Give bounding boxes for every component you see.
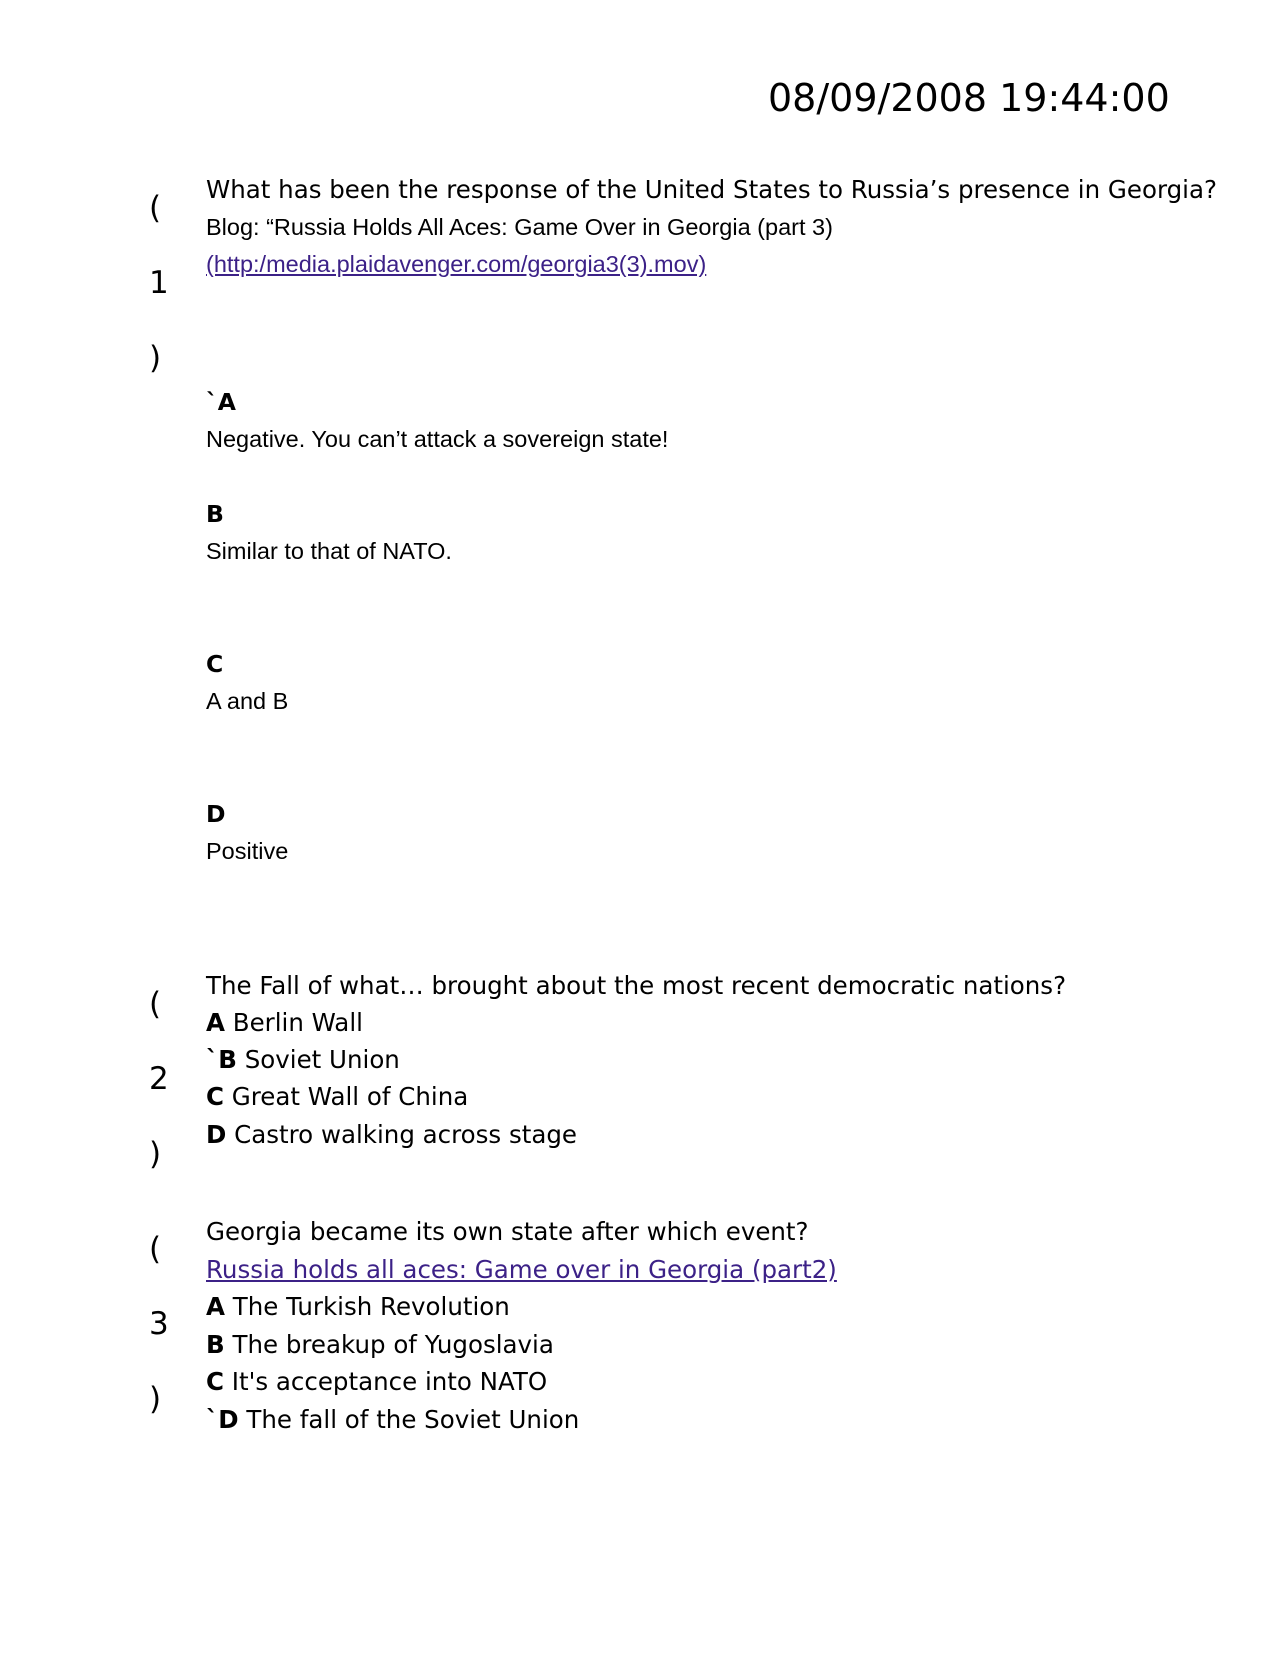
question-2-option-c-text: Great Wall of China	[231, 1082, 469, 1111]
question-1-option-b-letter: B	[206, 500, 224, 528]
question-2-number: 2	[149, 1061, 169, 1097]
question-1-option-a-letter: `A	[206, 388, 236, 416]
question-3-option-a-text: The Turkish Revolution	[232, 1292, 510, 1321]
question-2-prompt: The Fall of what… brought about the most recent democratic nations?	[206, 971, 1067, 1000]
question-1-source: Blog: “Russia Holds All Aces: Game Over in Georgia (part 3)	[206, 214, 833, 240]
question-3-option-c-letter: C	[206, 1367, 224, 1396]
question-1-option-d-text: Positive	[206, 838, 289, 864]
question-3-option-a-letter: A	[206, 1292, 225, 1321]
question-2-paren-open: (	[149, 986, 162, 1022]
question-3-option-b-letter: B	[206, 1330, 225, 1359]
question-3-option-c-text: It's acceptance into NATO	[231, 1367, 548, 1396]
question-3-option-d-text: The fall of the Soviet Union	[246, 1405, 580, 1434]
question-1-paren-close: )	[149, 340, 162, 376]
document-timestamp: 08/09/2008 19:44:00	[768, 76, 1170, 120]
question-3-prompt: Georgia became its own state after which event?	[206, 1217, 809, 1246]
question-3-option-a	[206, 1288, 510, 1325]
question-2-option-d-letter: D	[206, 1120, 227, 1149]
question-2-option-d-text: Castro walking across stage	[234, 1120, 577, 1149]
question-1-option-b-text: Similar to that of NATO.	[206, 538, 452, 564]
question-2-option-d	[206, 1116, 577, 1153]
question-2-option-c	[206, 1078, 468, 1115]
question-3-option-d	[206, 1401, 579, 1438]
question-3-number: 3	[149, 1306, 169, 1342]
question-2-paren-close: )	[149, 1136, 162, 1172]
question-1-option-c-text: A and B	[206, 688, 289, 714]
question-2-option-b-letter: `B	[206, 1045, 237, 1074]
question-2-option-b-text: Soviet Union	[244, 1045, 400, 1074]
question-3-video-link[interactable]: Russia holds all aces: Game over in Georgia (part2)	[206, 1255, 837, 1284]
question-1-video-link[interactable]: (http:/media.plaidavenger.com/georgia3(3).mov)	[206, 251, 707, 277]
question-1-option-c-letter: C	[206, 650, 224, 678]
question-3-option-b-text: The breakup of Yugoslavia	[232, 1330, 554, 1359]
question-1-prompt: What has been the response of the United States to Russia’s presence in Georgia?	[206, 175, 1217, 204]
question-1-option-d-letter: D	[206, 800, 226, 828]
question-3-paren-open: (	[149, 1231, 162, 1267]
question-3-option-b	[206, 1326, 554, 1363]
question-2-option-b	[206, 1041, 400, 1078]
question-2-option-a-text: Berlin Wall	[232, 1008, 363, 1037]
question-2-option-a	[206, 1004, 363, 1041]
question-3-paren-close: )	[149, 1381, 162, 1417]
question-2-option-c-letter: C	[206, 1082, 224, 1111]
question-1-option-a-text: Negative. You can’t attack a sovereign state!	[206, 426, 669, 452]
question-2-option-a-letter: A	[206, 1008, 225, 1037]
question-1-paren-open: (	[149, 190, 162, 226]
question-3-option-c	[206, 1363, 547, 1400]
question-1-number: 1	[149, 265, 169, 301]
question-3-option-d-letter: `D	[206, 1405, 239, 1434]
